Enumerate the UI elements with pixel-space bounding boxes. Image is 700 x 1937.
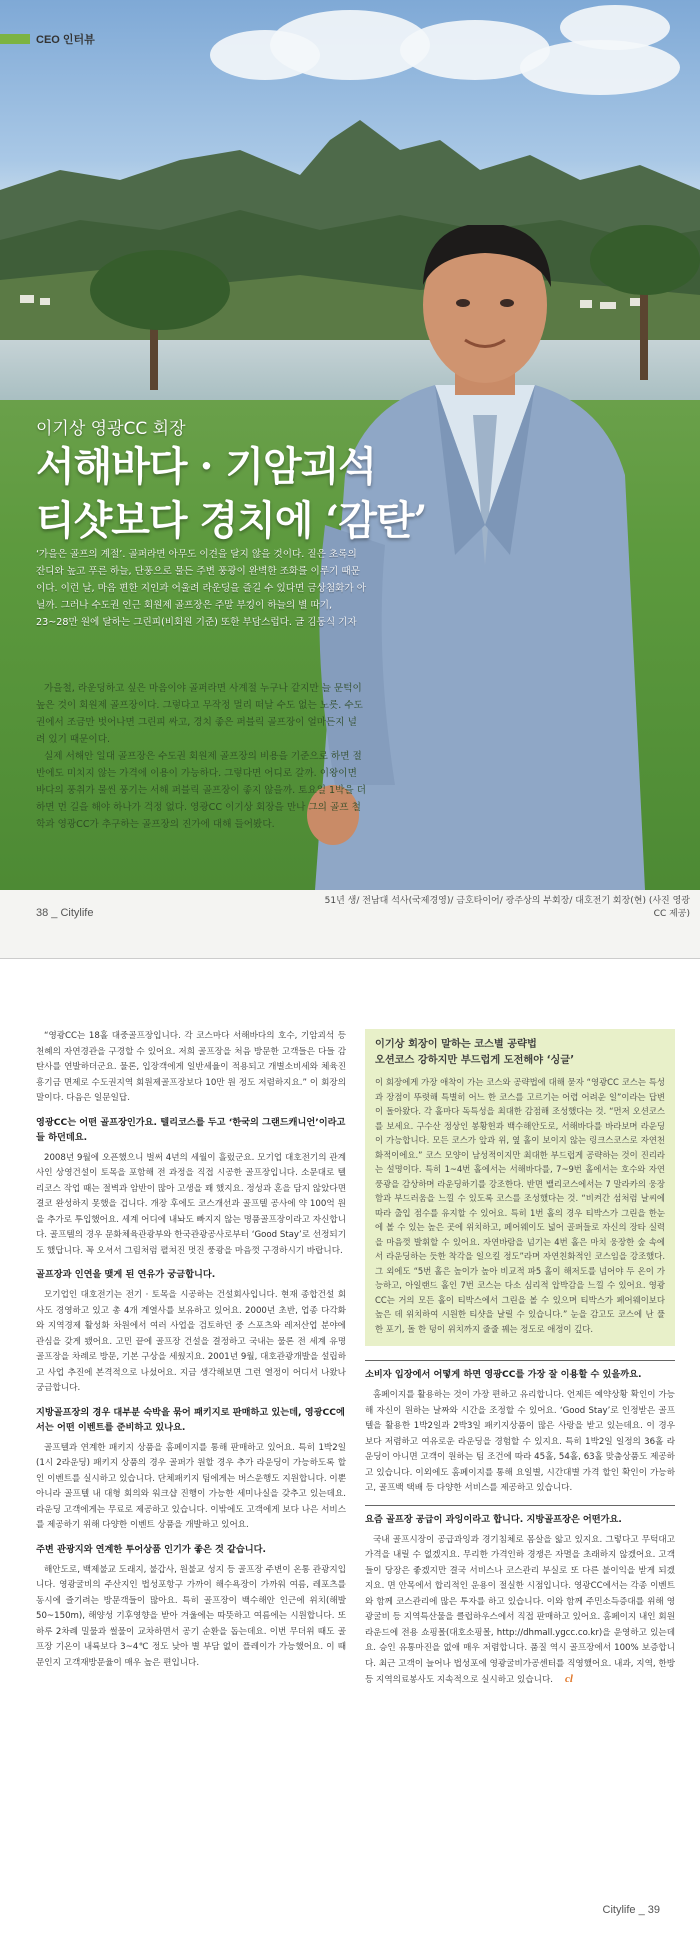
- interview-answer: 해안도로, 백제불교 도래지, 불갑사, 원불교 성지 등 골프장 주변이 온통 관광지입니다. 영광굴비의 주산지인 법성포항구 가까이 해수욕장이 가까워 여름, 레포츠를 동시에 즐기려는 방문객들이 많아요. 특히 골프장이 백수해안 인근에 위치(해발 50~150m), 해양성 기후영향을 받아 겨울에는 따뜻하고 여름에는 시원합니다. 또 하루 2차례 밀물과 썰물이 교차하면서 공기 순환을 돕는데요. 이번 무더위 때도 골프장 기온이 내륙보다 3~4℃ 정도 낮아 별 부담 없이 플레이가 가능했어요. 이 때문인지 고객재방문율이 매우 높은 편입니다.: [36, 1564, 346, 1668]
- interview-answer: 홈페이지를 활용하는 것이 가장 편하고 유리합니다. 언제든 예약상황 확인이 가능해 자신이 원하는 날짜와 시간을 조정할 수 있어요. ‘Good Stay’로 인정받은 골프텔을 활용한 1박2일과 2박3일 패키지상품이 많은 사랑을 받고 있는데요. 이 경우 보다 저렴하고 여유로운 라운딩을 경험할 수 있지요. 특히 1박2일 일정의 36홀 라운딩이 아니면 고객이 원하는 팀 조건에 따라 45홀, 54홀, 63홀 맞춤상품도 제공하고 있습니다. 이외에도 홈페이지를 통해 요일별, 시간대별 가격 할인 확인이 가능하고, 골프백 택배 등 다양한 서비스를 제공하고 있습니다.: [365, 1390, 675, 1493]
- right-column: [365, 1029, 675, 1697]
- interview-answer: 골프텔과 연계한 패키지 상품을 홈페이지를 통해 판매하고 있어요. 특히 1박2일(1시 2라운딩) 패키지 상품의 경우 골퍼가 원할 경우 추가 라운딩이 가능하도록 할인 이벤트를 실시하고 있습니다. 단체패키지 팀에게는 버스운행도 지원합니다. 이뿐 아니라 골프텔 내 대형 회의와 워크샵 진행이 가능한 세미나실을 갖추고 있는데요. 라운딩 고객에게는 무료로 제공하고 있습니다. 이밖에도 고객에게 보다 나은 서비스를 제공하기 위해 다양한 이벤트 상품을 개발하고 있어요.: [36, 1442, 346, 1530]
- interview-answer: 모기업인 대호전기는 전기 · 토목을 시공하는 건설회사입니다. 현재 종합건설 회사도 경영하고 있고 총 4개 계열사를 보유하고 있어요. 2000년 초반, 업종 다각화와 지역경제 활성화 차원에서 여러 사업을 검토하던 중 스포츠와 레저산업 분야에 관심을 갖게 됐어요. 고민 끝에 골프장 건설을 결정하고 국내는 물론 전 세계 유명 골프장을 차례로 방문, 기본 구상을 세웠지요. 2001년 9월, 대호관광개발을 설립하고 사업 추진에 본격적으로 나섰어요. 지금 생각해보면 그런 열정이 어디서 나왔나 궁금합니다.: [36, 1290, 346, 1393]
- intro-paragraph-2: 실제 서해안 일대 골프장은 수도권 회원제 골프장의 비용을 기준으로 하면 절반에도 미치지 않는 가격에 이용이 가능하다. 그렇다면 어디로 갈까. 이왕이면 바다의 풍취가 물씬 풍기는 서해 퍼블릭 골프장이 좋지 않을까. 토요일 1박을 더하면 먼 길을 해야 하나가 걱정 없다. 영광CC 이기상 회장을 만나 그의 골프 철학과 영광CC가 추구하는 골프장의 진가에 대해 들어봤다.: [36, 751, 366, 830]
- interview-question: 주변 관광지와 연계한 투어상품 인기가 좋은 것 같습니다.: [36, 1543, 267, 1555]
- left-column: [36, 1029, 346, 1679]
- interview-question: 영광CC는 어떤 골프장인가요. 텔리코스를 두고 ‘한국의 그랜드캐니언’이라고들 하던데요.: [36, 1116, 346, 1143]
- byline: 글 김동식 기자: [294, 617, 357, 628]
- lead-text: ‘가을은 골프의 계절’. 골퍼라면 아무도 이견을 달지 않을 것이다. 짙은 초록의 잔디와 높고 푸른 하늘, 단풍으로 물든 주변 풍광이 완벽한 조화를 이루기 때문이다. 이런 날, 마음 편한 지인과 어울려 라운딩을 즐길 수 있다면 금상첨화가 아닐까. 그러나 수도권 인근 회원제 골프장은 주말 부킹이 하늘의 별 따기, 23~28만 원에 달하는 그린피(비회원 기준) 또한 부담스럽다.: [36, 549, 366, 628]
- article-subtitle: 이기상 영광CC 회장: [36, 419, 186, 439]
- course-strategy-title: [375, 1037, 665, 1069]
- photo-caption: 51년 생/ 전남대 석사(국제경영)/ 금호타이어/ 광주상의 부회장/ 대호전기 회장(현) (사진 영광CC 제공): [324, 896, 690, 919]
- course-strategy-title-line: 오션코스 강하지만 부드럽게 도전해야 ‘싱글’: [375, 1055, 575, 1066]
- right-column-body: [365, 1360, 675, 1689]
- intro-text: [36, 680, 366, 833]
- end-mark-icon: cl: [565, 1673, 573, 1685]
- intro-paragraph-1: 가을철, 라운딩하고 싶은 마음이야 골퍼라면 사계절 누구나 같지만 늘 문턱이 높은 것이 회원제 골프장이다. 그렇다고 무작정 멀리 떠날 수도 없는 노릇. 수도권에서 조금만 벗어나면 그린피 싸고, 경치 좋은 퍼블릭 골프장이 얼마든지 널려 있기 때문이다.: [36, 683, 363, 745]
- course-strategy-text: 이 회장에게 가장 애착이 가는 코스와 공략법에 대해 묻자 “영광CC 코스는 특성과 장점이 뚜렷해 특별히 어느 한 코스를 고르기는 어렵 어려운 일”이라는 답변이 돌아왔다. 각 홀마다 독특성을 최대한 감점해 조성했다는 것. “먼저 오션코스를 보세요. 구수산 정상인 봉황헌과 백수해안도로, 서해바다를 바라보며 라운딩이 가능합니다. 모든 코스가 앞과 위, 옆 홀이 보이지 않는 링크스코스로 자연천화적이에요.” 코스 모양이 남성적이지만 최대한 부드럽게 공략하는 것이 진리라는 설명이다. 특히 1~4번 홀에서는 서해바다를, 7~9번 홀에서는 호수와 자연풍광을 감상하며 라운딩하기를 강조한다. 반면 밸리코스에서는 7 말라카의 웅장함과 부드러움을 느낄 수 있도록 코스를 조성했다는 것. “비켜간 섬처럼 날씨에 따라 출입 점수를 유지할 수 있어요. 특히 1번 홀의 경우 티박스가 그린을 한눈에 볼 수 있는 높은 곳에 위치하고, 페어웨이도 넓어 골퍼들로 자신의 장타 실력을 마음껏 발휘할 수 있어요. 자연바람을 넘기는 4번 홀은 마치 웅장한 숲 속에서 라운딩하는 듯한 착각을 일으킬 정도”라며 자연친화적인 코스임을 강조했다. 그 외에도 “5번 홀은 높이가 높아 비교적 파5 홀이 해저도를 넘어야 두 온이 가능하고, 아일랜드 홀인 7번 코스는 다소 심리적 압박감을 느낄 수 있어요. 영광CC는 거의 모든 홀이 티박스에서 그린을 볼 수 있으며 티박스가 페어웨이보다 높은 데 위치하여 시원한 티샷을 날릴 수 있습니다.” 눈을 감고도 코스에 난 풀 한 포기, 돌 한 덩이 위치까지 줄줄 꿰는 정도로 애정이 깊다.: [375, 1077, 665, 1334]
- section-tag-label: CEO 인터뷰: [36, 34, 95, 46]
- interview-answer: 2008년 9월에 오픈했으니 벌써 4년의 세월이 흘렀군요. 모기업 대호전기의 관계사인 상영건설이 토목을 포함해 전 과정을 직접 시공한 골프장입니다. 소문대로 텔리코스 작업 때는 절벽과 암반이 많아 고생을 꽤 했지요. 정성과 혼을 담지 않았다면 결코 완성하지 못했을 겁니다. 개장 후에도 코스개선과 골프텔 공사에 약 100억 원을 추가로 투입했어요. 세계 어디에 내놔도 빠지지 않는 명품골프장이라고 자신합니다. 골프텔의 경우 문화체육관광부와 한국관광공사로부터 ‘Good Stay’로 선정되기도 했답니다. 꼭 오셔서 그림처럼 펼쳐진 멋진 풍광을 마음껏 구경하시기 바랍니다.: [36, 1152, 346, 1256]
- section-tag: [0, 30, 95, 48]
- interview-question: 골프장과 인연을 맺게 된 연유가 궁금합니다.: [36, 1269, 216, 1280]
- lead-paragraph: [36, 546, 366, 631]
- headline-line-2: 티샷보다 경치에 ‘감탄’: [36, 497, 427, 544]
- interview-question: 요즘 골프장 공급이 과잉이라고 합니다. 지방골프장은 어떤가요.: [365, 1505, 675, 1527]
- magazine-page-39: [0, 958, 700, 1937]
- article-headline: [36, 440, 426, 548]
- interview-question: 소비자 입장에서 어떻게 하면 영광CC를 가장 잘 이용할 수 있을까요.: [365, 1360, 675, 1382]
- course-strategy-box: [365, 1029, 675, 1346]
- course-strategy-title-line: 이기상 회장이 말하는 코스별 공략법: [375, 1039, 537, 1050]
- headline-line-1: 서해바다 · 기암괴석: [36, 443, 376, 490]
- magazine-page-38: [0, 0, 700, 958]
- interview-answer: 국내 골프시장이 공급과잉과 경기침체로 몸살을 앓고 있지요. 그렇다고 무턱대고 가격을 내릴 수 없겠지요. 무리한 가격인하 경쟁은 자멸을 초래하지 않겠어요. 고객들이 당장은 좋겠지만 결국 서비스나 코스관리 부실로 또 다른 불이익을 받게 되겠지요. 면 안목에서 합리적인 운용이 절실한 시점입니다. 영광CC에서는 각종 이벤트와 함께 코스관리에 많은 투자를 하고 있습니다. 이와 함께 주민소득증대를 위해 영광굴비 등 지역특산물을 클럽하우스에서 직접 판매하고 있어요. 홈페이지 내인 회원 라운드에 전용 쇼핑몰(대호소핑몰, http://dhmall.ygcc.co.kr)을 운영하고 있는데요. 승인 유통마진을 없애 매우 저렴합니다. 품질 역시 골프장에서 100% 보증합니다. 최근 고객이 늘어나 법성포에 영광굴비가공센터를 직영했어요. 내과, 지역, 한방 등 지역의료봉사도 지속적으로 실시하고 있습니다. cl: [365, 1533, 675, 1689]
- page-number-right: Citylife _ 39: [602, 1904, 660, 1916]
- interview-question: 지방골프장의 경우 대부분 숙박을 묶어 패키지로 판매하고 있는데, 영광CC에서는 어떤 이벤트를 준비하고 있나요.: [36, 1406, 345, 1433]
- page-number-left: 38 _ Citylife: [36, 907, 94, 919]
- interview-answer: “영광CC는 18홀 대중골프장입니다. 각 코스마다 서해바다의 호수, 기암괴석 등 천혜의 자연경관을 구경할 수 있어요. 저희 골프장을 처음 방문한 고객들은 다들 감탄사를 연발하더군요. 물론, 입장객에게 일반세율이 적용되고 개별소비세와 체육진흥기금 면제로 수도권지역 회원제골프장보다 10만 원 정도 저렴하지요.” 이 회장의 말이다. 다음은 일문일답.: [36, 1031, 346, 1103]
